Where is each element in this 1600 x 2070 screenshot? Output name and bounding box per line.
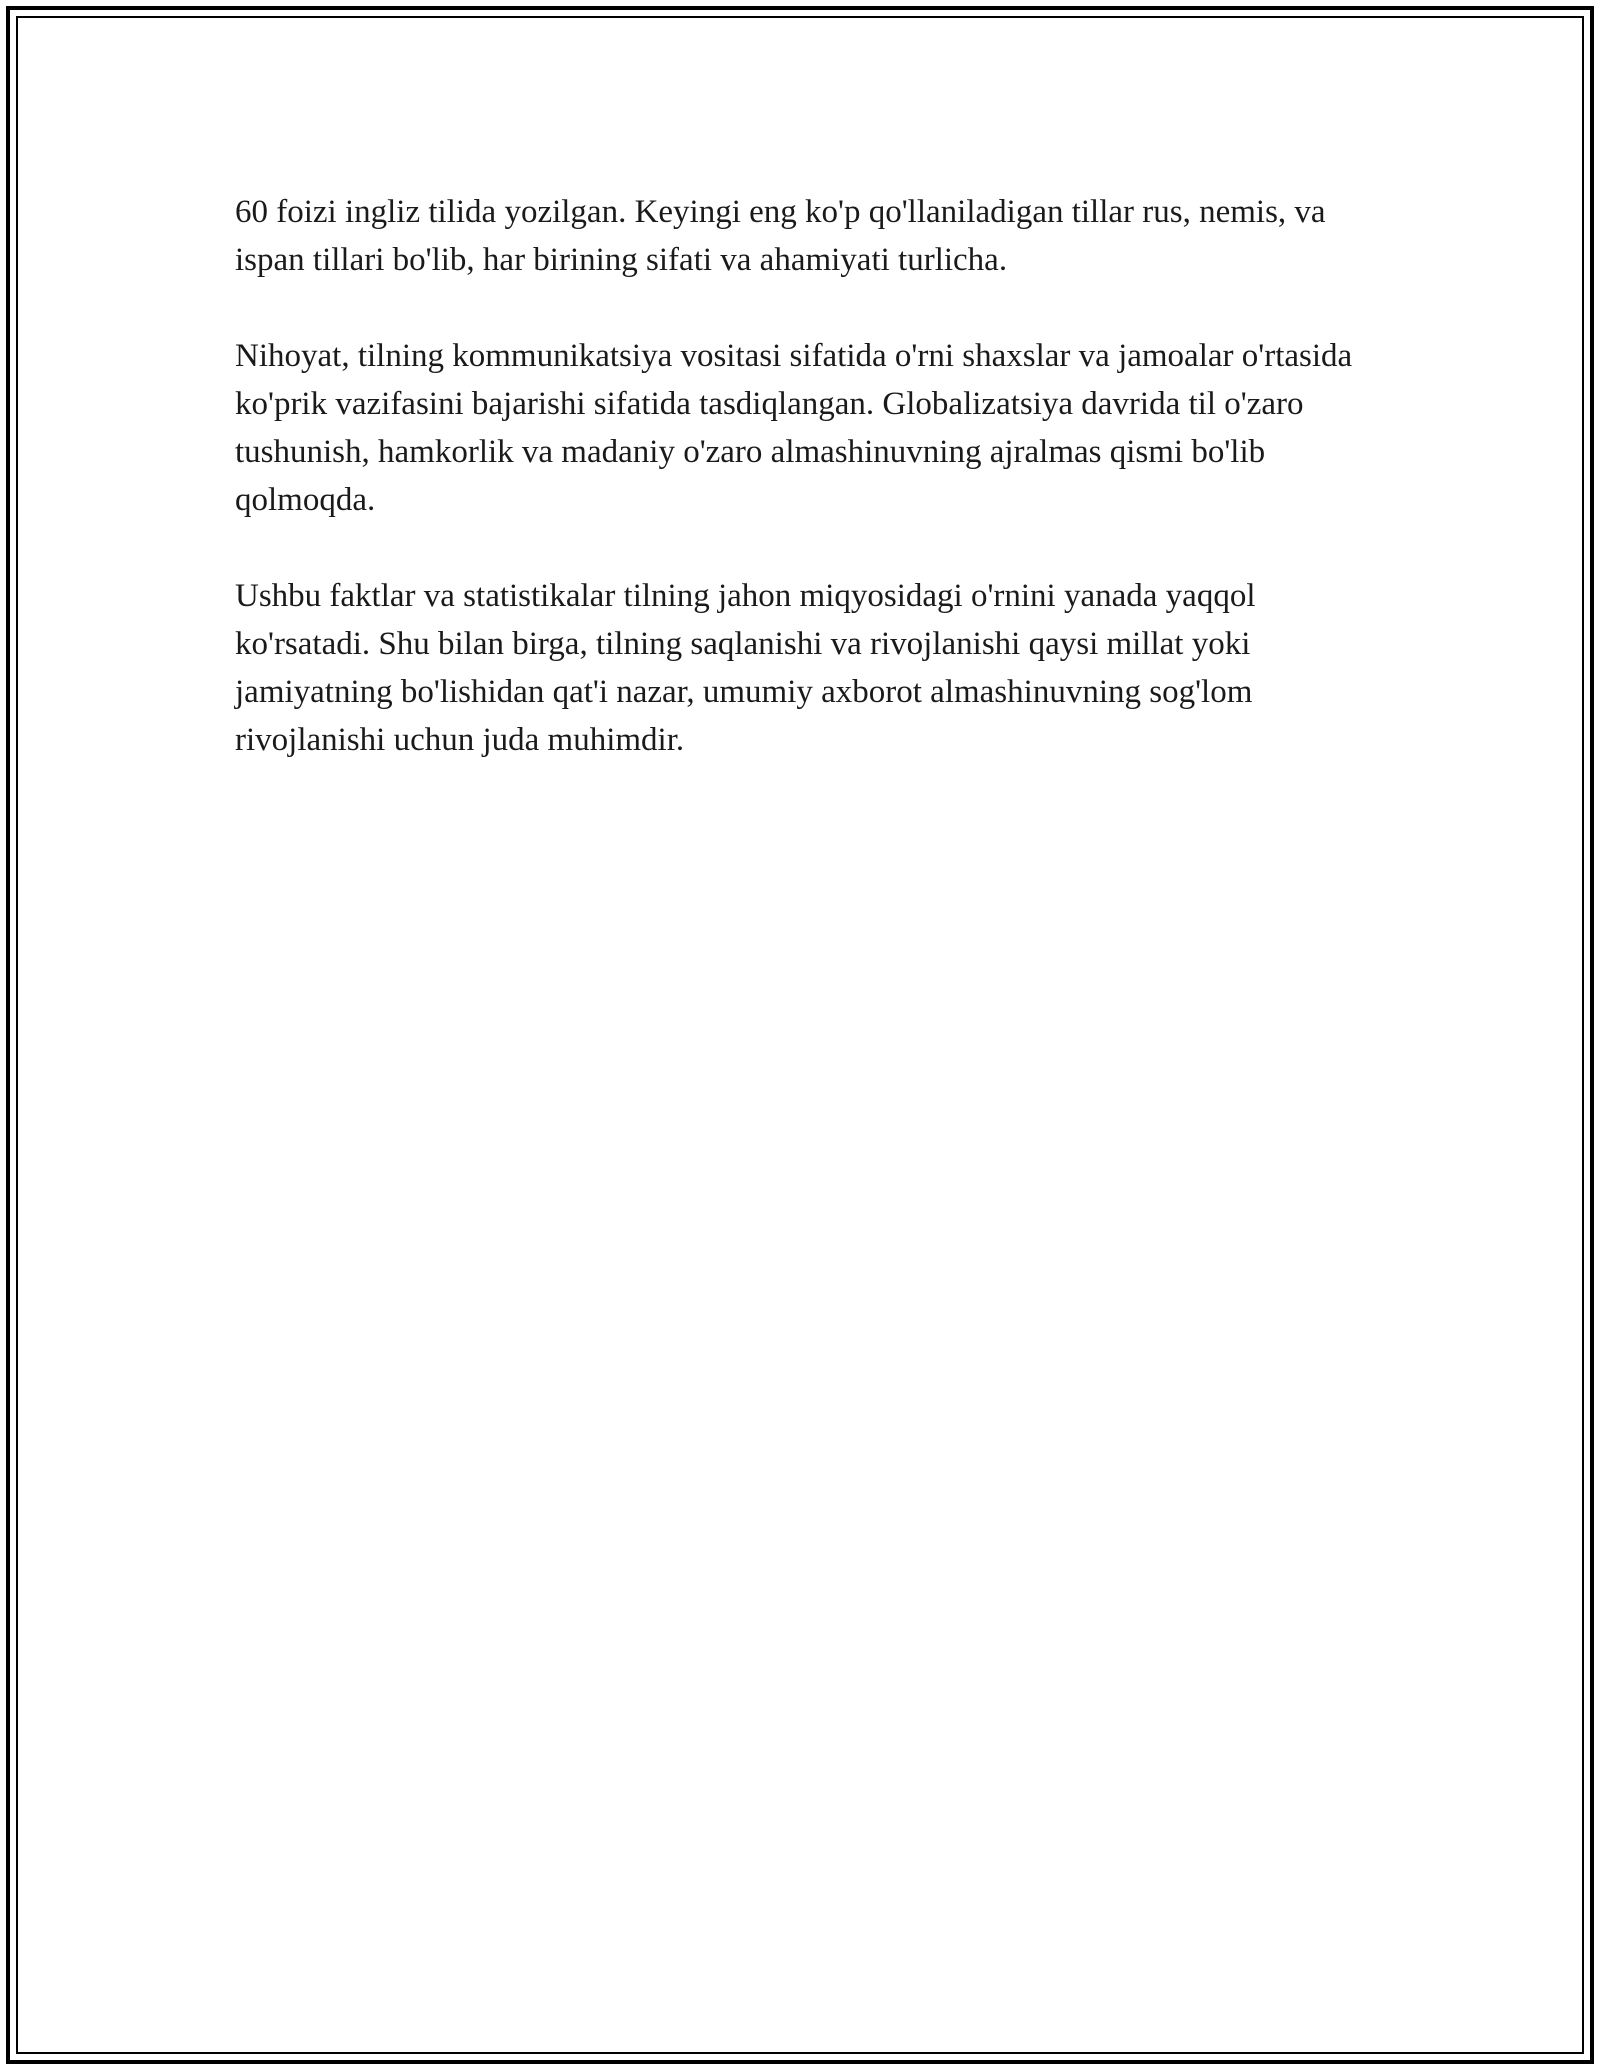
paragraph-3: Ushbu faktlar va statistikalar tilning jahon miqyosidagi o'rnini yanada yaqqol ko'rsatadi. Shu bilan birga, tilning saqlanishi va rivojlanishi qaysi millat yoki jamiyatning bo'lishidan qat'i nazar, umumiy axborot almashinuvning sog'lom rivojlanishi uchun juda muhimdir. <box>235 578 1256 758</box>
paragraph-2: Nihoyat, tilning kommunikatsiya vositasi sifatida o'rni shaxslar va jamoalar o'rtasida ko'prik vazifasini bajarishi sifatida tasdiqlangan. Globalizatsiya davrida til o'zaro tushunish, hamkorlik va madaniy o'zaro almashinuvning ajralmas qismi bo'lib qolmoqda. <box>235 338 1353 518</box>
paragraph-1: 60 foizi ingliz tilida yozilgan. Keyingi eng ko'p qo'llaniladigan tillar rus, nemis, va ispan tillari bo'lib, har birining sifati va ahamiyati turlicha. <box>235 194 1326 278</box>
document-body <box>235 188 1365 812</box>
